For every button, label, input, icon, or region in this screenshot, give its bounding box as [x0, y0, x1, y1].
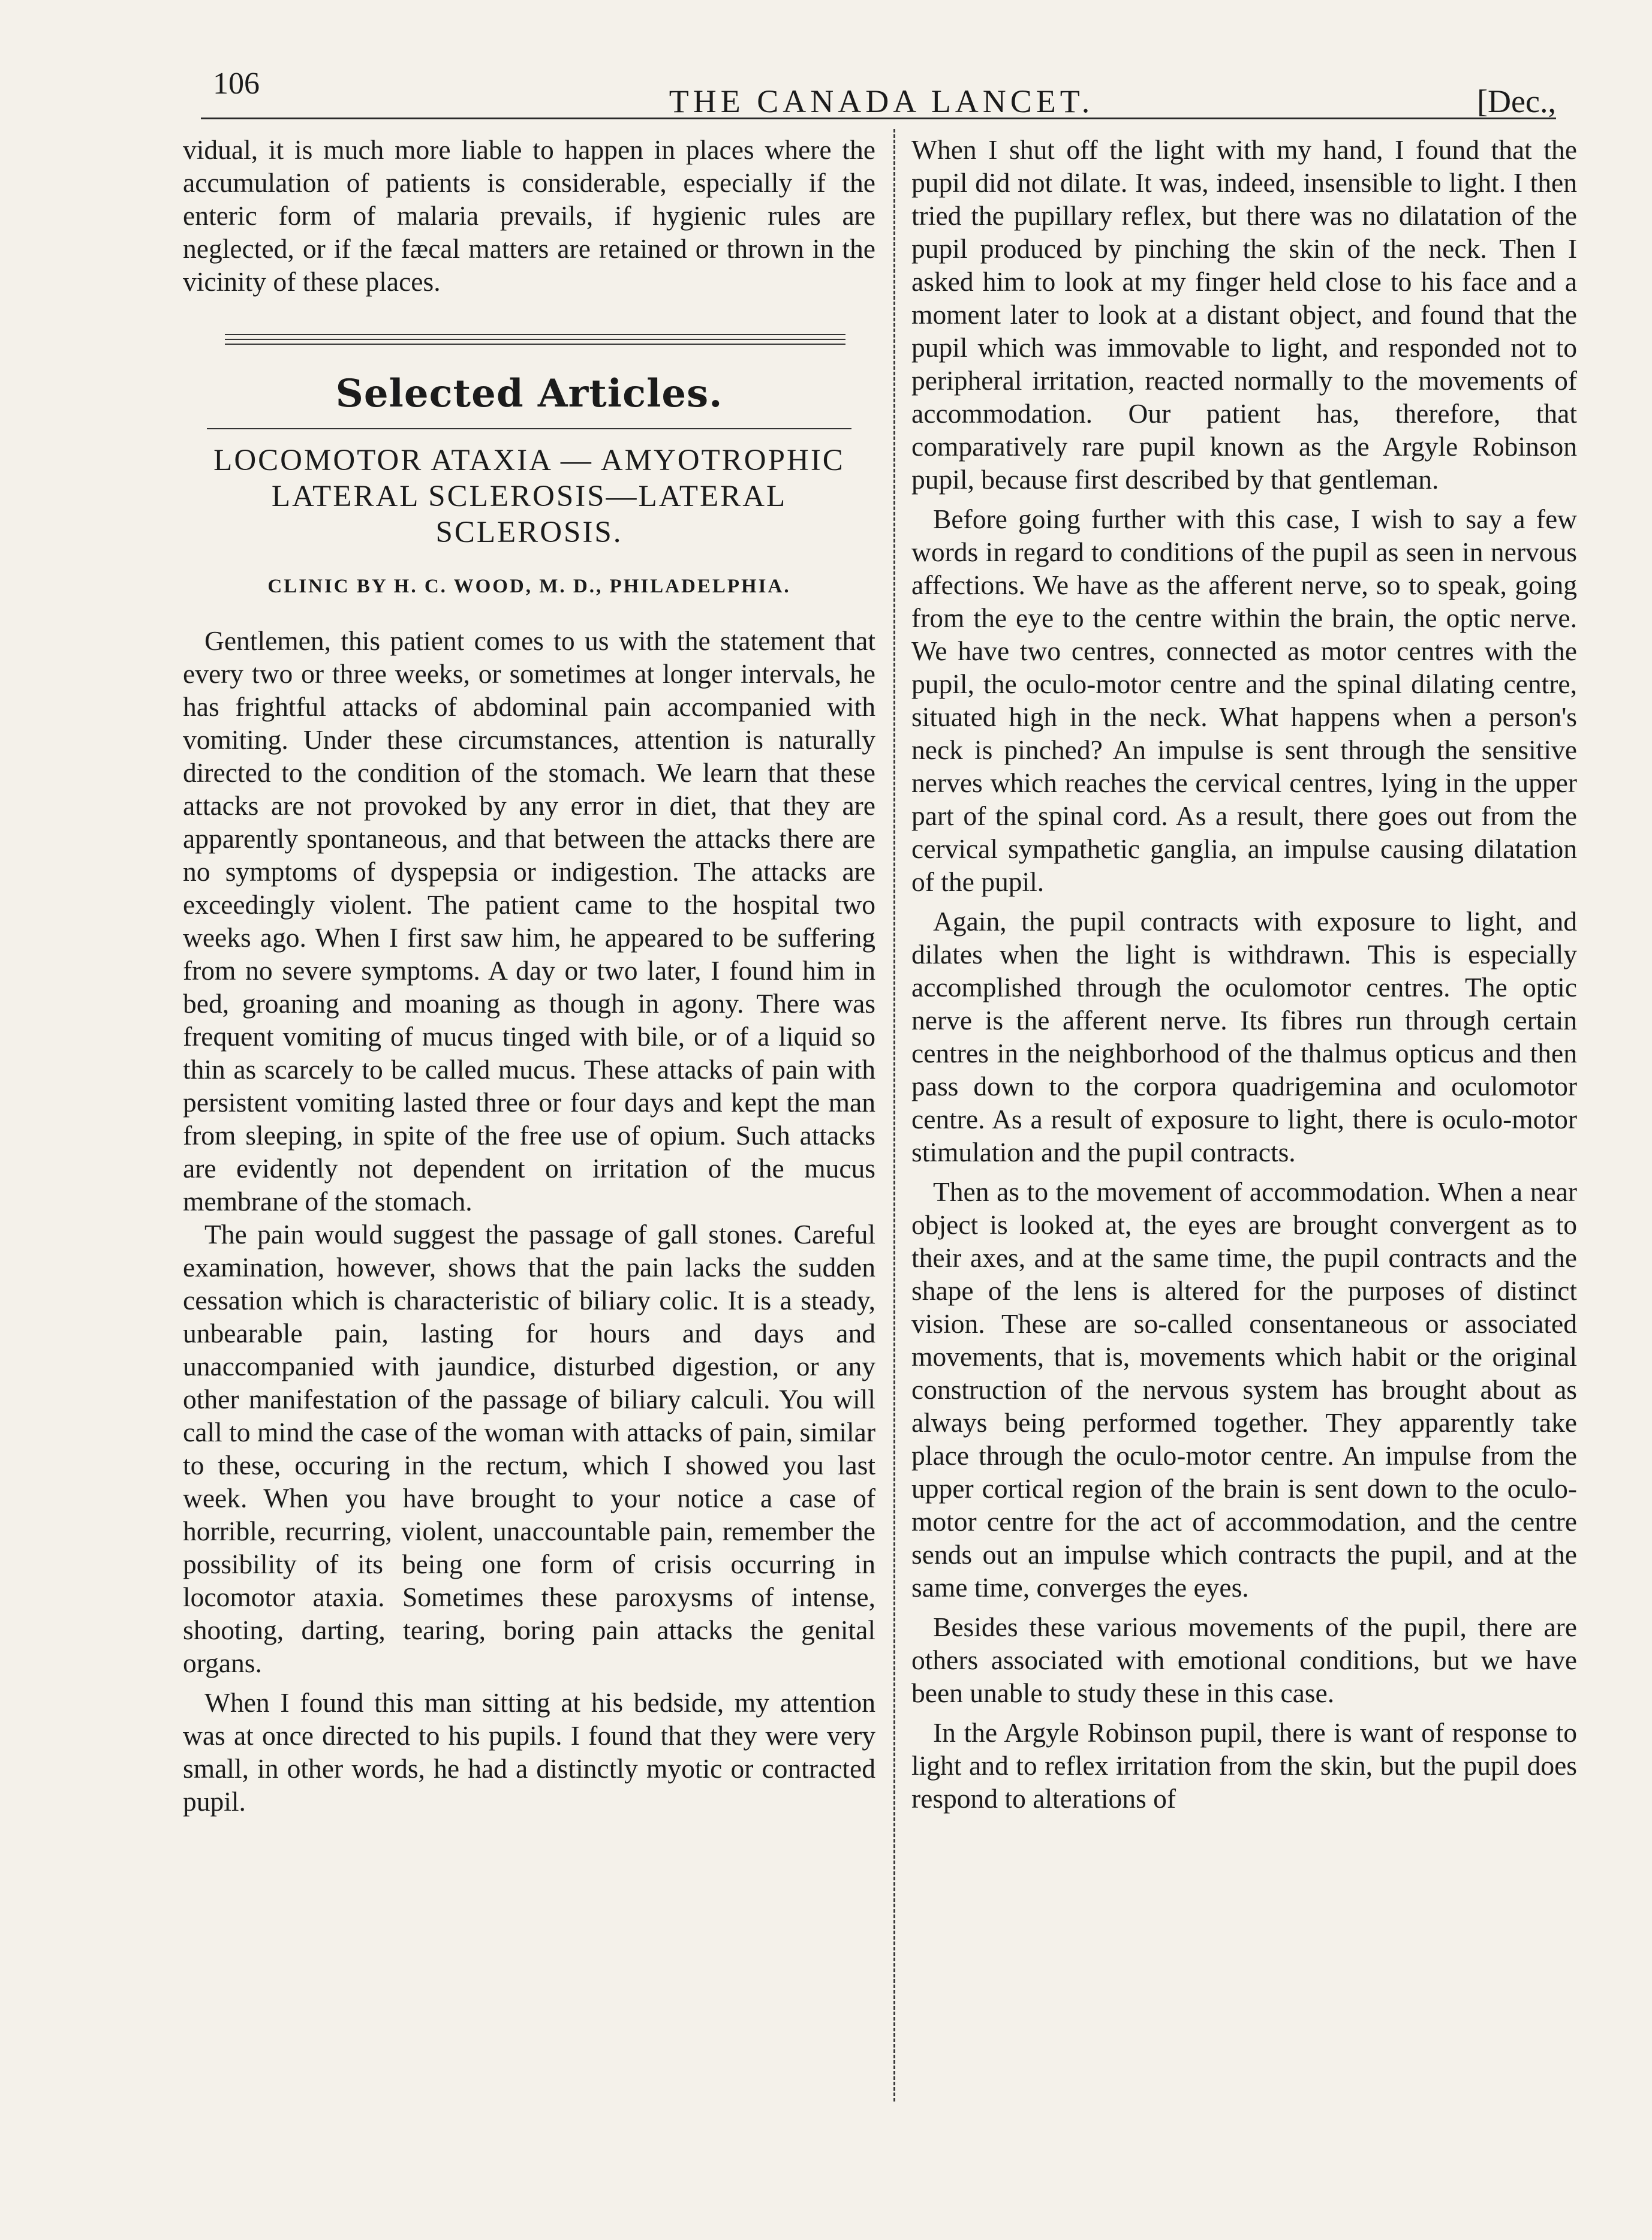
body-paragraph: Again, the pupil contracts with exposure to light, and dilates when the light is withdrawn. This is especially accomplished through the oculomotor centres. The optic nerve is the afferent nerve. Its fibres run through certain centres in the neighborhood of the thalmus opticus and then pass down to the corpora quadrigemina and oculomotor centre. As a result of exposure to light, there is oculo-motor stimulation and the pupil contracts. — [911, 906, 1577, 1167]
body-paragraph: In the Argyle Robinson pupil, there is want of response to light and to reflex irritation from the skin, but the pupil does respond to alterations of — [911, 1717, 1577, 1814]
body-paragraph: Besides these various movements of the pupil, there are others associated with emotional conditions, but we have been unable to study these in this case. — [911, 1612, 1577, 1708]
body-paragraph: Then as to the movement of accommodation. When a near object is looked at, the eyes are brought convergent as to their axes, and at the same time, the pupil contracts and the shape of the lens is altered for the purposes of distinct vision. These are so-called consentaneous or associated movements, that is, movements which habit or the original construction of the nervous system has brought about as always being performed together. They apparently take place through the oculo-motor centre. An impulse from the upper cortical region of the brain is sent down to the oculo-motor centre for the act of accommodation, and the centre sends out an impulse which contracts the pupil, and at the same time, converges the eyes. — [911, 1176, 1577, 1603]
body-paragraph: When I found this man sitting at his bedside, my attention was at once directed to his pupils. I found that they were very small, in other words, he had a distinctly myotic or contracted pupil. — [183, 1687, 875, 1817]
body-paragraph: The pain would suggest the passage of gall stones. Careful examination, however, shows that the pain lacks the sudden cessation which is characteristic of biliary colic. It is a steady, unbearable pain, lasting for hours and days and unaccompanied with jaundice, disturbed digestion, or any other manifestation of the passage of biliary calculi. You will call to mind the case of the woman with attacks of pain, similar to these, occuring in the rectum, which I showed you last week. When you have brought to your notice a case of horrible, recurring, violent, unaccountable pain, remember the possibility of its being one form of crisis occurring in locomotor ataxia. Sometimes these paroxysms of intense, shooting, darting, tearing, boring pain attacks the genital organs. — [183, 1219, 875, 1678]
section-heading: Selected Articles. — [335, 371, 723, 416]
body-paragraph: When I shut off the light with my hand, I found that the pupil did not dilate. It was, indeed, insensible to light. I then tried the pupillary reflex, but there was no dilatation of the pupil produced by pinching the skin of the neck. Then I asked him to look at my finger held close to his face and a moment later to look at a distant object, and found that the pupil which was immovable to light, and responded not to peripheral irritation, reacted normally to the movements of accommodation. Our patient has, therefore, that comparatively rare pupil known as the Argyle Robinson pupil, because first described by that gentleman. — [911, 134, 1577, 495]
page-number: 106 — [213, 67, 260, 101]
intro-paragraph: vidual, it is much more liable to happen in places where the accumulation of patients is considerable, especially if the enteric form of malaria prevails, if hygienic rules are neglected, or if the fæcal matters are retained or thrown in the vicinity of these places. — [183, 134, 875, 297]
body-paragraph: Before going further with this case, I wish to say a few words in regard to conditions of the pupil as seen in nervous affections. We have as the afferent nerve, so to speak, going from the eye to the centre within the brain, the optic nerve. We have two centres, connected as motor centres with the pupil, the oculo-motor centre and the spinal dilating centre, situated high in the neck. What happens when a person's neck is pinched? An impulse is sent through the sensitive nerves which reaches the cervical centres, lying in the upper part of the spinal cord. As a result, there goes out from the cervical sympathetic ganglia, an impulse causing dilatation of the pupil. — [911, 504, 1577, 897]
header-rule — [201, 118, 1556, 119]
column-divider — [893, 129, 895, 2101]
journal-title: THE CANADA LANCET. — [669, 83, 1094, 119]
date-label: [Dec., — [1477, 83, 1556, 119]
article-title: LOCOMOTOR ATAXIA — AMYOTROPHIC LATERAL SCLEROSIS—LATERAL SCLEROSIS. — [213, 444, 845, 549]
left-column — [183, 133, 875, 1818]
right-column — [911, 133, 1577, 1815]
article-byline: CLINIC BY H. C. WOOD, M. D., PHILADELPHIA. — [267, 576, 791, 597]
section-separator — [183, 334, 875, 347]
body-paragraph: Gentlemen, this patient comes to us with the statement that every two or three weeks, or sometimes at longer intervals, he has frightful attacks of abdominal pain accompanied with vomiting. Under these circumstances, attention is naturally directed to the condition of the stomach. We learn that these attacks are not provoked by any error in diet, that they are apparently spontaneous, and that between the attacks there are no symptoms of dyspepsia or indigestion. The attacks are exceedingly violent. The patient came to the hospital two weeks ago. When I first saw him, he appeared to be suffering from no severe symptoms. A day or two later, I found him in bed, groaning and moaning as though in agony. There was frequent vomiting of mucus tinged with bile, or of a liquid so thin as scarcely to be called mucus. These attacks of pain with persistent vomiting lasted three or four days and kept the man from sleeping, in spite of the free use of opium. Such attacks are evidently not dependent on irritation of the mucus membrane of the stomach. — [183, 625, 875, 1217]
page-header — [207, 66, 1556, 120]
section-rule — [207, 428, 851, 429]
